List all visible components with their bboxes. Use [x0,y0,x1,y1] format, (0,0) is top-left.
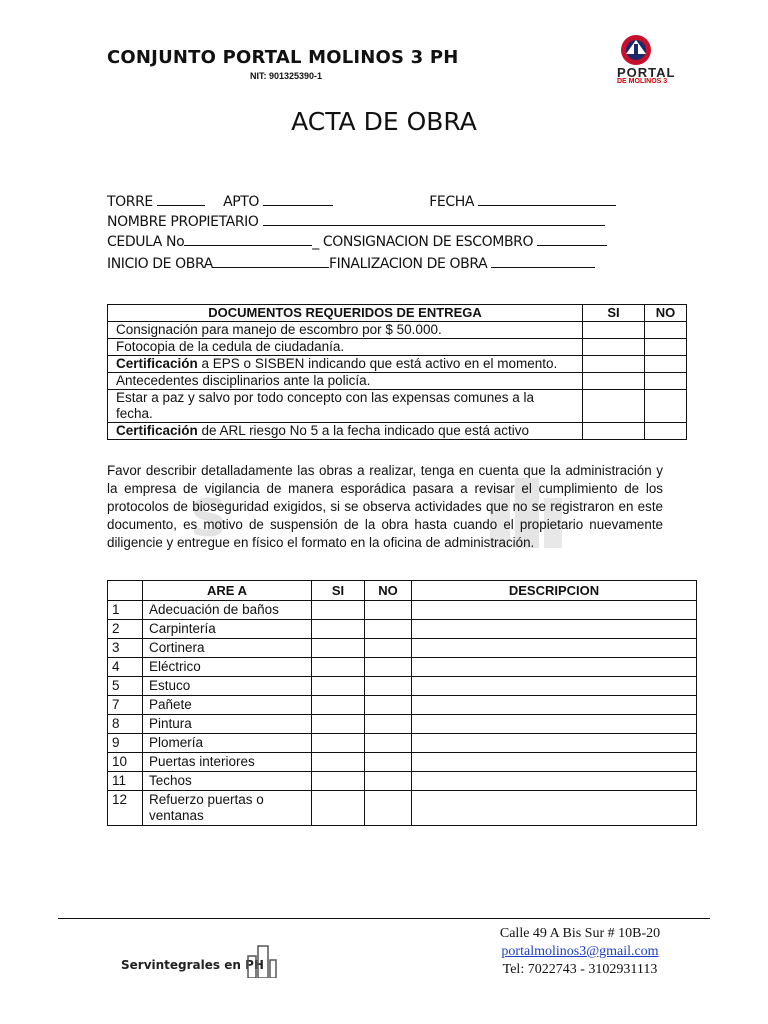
inicio-field[interactable] [213,256,329,268]
area-number: 7 [108,696,143,715]
area-name: Carpintería [143,620,312,639]
logo-wordmark: PORTAL [617,65,676,80]
area-si-cell[interactable] [312,715,365,734]
area-si-cell[interactable] [312,696,365,715]
footer-email-link[interactable]: portalmolinos3@gmail.com [501,944,659,959]
area-number: 2 [108,620,143,639]
area-number: 11 [108,772,143,791]
inicio-label: INICIO DE OBRA [107,256,213,272]
area-row [108,753,697,772]
form-line-cedula [107,234,607,250]
document-row [108,390,687,423]
area-row [108,772,697,791]
areas-header-no: NO [365,581,412,601]
area-row [108,696,697,715]
area-no-cell[interactable] [365,772,412,791]
area-number: 5 [108,677,143,696]
area-name: Pintura [143,715,312,734]
footer-phone: Tel: 7022743 - 3102931113 [502,962,658,977]
footer-address: Calle 49 A Bis Sur # 10B-20 [499,926,661,941]
area-descripcion-cell[interactable] [412,658,697,677]
area-name: Pañete [143,696,312,715]
area-name: Estuco [143,677,312,696]
torre-field[interactable] [157,194,205,206]
area-descripcion-cell[interactable] [412,696,697,715]
buildings-icon [246,944,278,978]
area-no-cell[interactable] [365,658,412,677]
area-number: 9 [108,734,143,753]
area-no-cell[interactable] [365,791,412,826]
propietario-field[interactable] [263,214,605,226]
document-requirement [108,423,583,440]
docs-header-title: DOCUMENTOS REQUERIDOS DE ENTREGA [108,305,583,322]
area-name: Puertas interiores [143,753,312,772]
svg-text:S: S [190,489,228,549]
document-row [108,339,687,356]
document-requirement-text: de ARL riesgo No 5 a la fecha indicado que está activo [197,423,529,438]
document-si-checkbox[interactable] [583,356,645,373]
document-requirement-text: Antecedentes disciplinarios ante la policía. [116,373,371,388]
area-name: Techos [143,772,312,791]
area-si-cell[interactable] [312,772,365,791]
document-requirement-text: Fotocopia de la cedula de ciudadanía. [116,339,345,354]
area-name: Plomería [143,734,312,753]
fecha-field[interactable] [478,194,616,206]
document-requirement [108,356,583,373]
document-title: ACTA DE OBRA [291,107,477,136]
area-number: 12 [108,791,143,826]
document-si-checkbox[interactable] [583,390,645,423]
organization-name: CONJUNTO PORTAL MOLINOS 3 PH [107,47,459,68]
consignacion-field[interactable] [537,234,607,246]
area-name: Cortinera [143,639,312,658]
area-no-cell[interactable] [365,601,412,620]
area-no-cell[interactable] [365,639,412,658]
apto-field[interactable] [263,194,333,206]
consignacion-label: _ CONSIGNACION DE ESCOMBRO [312,234,534,250]
document-requirement-bold: Certificación [116,356,198,371]
areas-header-area: ARE A [143,581,312,601]
form-line-propietario [107,214,605,230]
cedula-label: CEDULA No [107,234,185,250]
finalizacion-label: FINALIZACION DE OBRA [328,256,488,272]
document-requirement [108,322,583,339]
nit-number: NIT: 901325390-1 [250,71,323,81]
document-no-checkbox[interactable] [645,339,687,356]
document-no-checkbox[interactable] [645,322,687,339]
area-no-cell[interactable] [365,753,412,772]
area-si-cell[interactable] [312,791,365,826]
document-requirement-text: a EPS o SISBEN indicando que está activo en el momento. [197,356,558,371]
area-descripcion-cell[interactable] [412,734,697,753]
document-si-checkbox[interactable] [583,322,645,339]
works-notice-paragraph: Favor describir detalladamente las obras a realizar, tenga en cuenta que la administración y la empresa de vigilancia de manera esporádica pasara a revisar el cumplimiento de los protocolos de bioseguridad exigidos, si se observa actividades que no se registraron en este documento, es motivo de suspensión de la obra hasta cuando el propietario nuevamente diligencie y entregue en físico el formato en la oficina de administración. [107,463,663,550]
area-descripcion-cell[interactable] [412,715,697,734]
area-row [108,791,697,826]
area-row [108,715,697,734]
footer-divider [58,918,710,919]
docs-header-no: NO [645,305,687,322]
area-si-cell[interactable] [312,753,365,772]
area-si-cell[interactable] [312,734,365,753]
document-requirement [108,390,583,423]
area-row [108,677,697,696]
fecha-label: FECHA [429,194,475,210]
areas-header-num [108,581,143,601]
area-number: 1 [108,601,143,620]
apto-label: APTO [223,194,260,210]
area-si-cell[interactable] [312,677,365,696]
areas-header-descripcion: DESCRIPCION [412,581,697,601]
document-si-checkbox[interactable] [583,373,645,390]
area-no-cell[interactable] [365,734,412,753]
document-requirement-text: Estar a paz y salvo por todo concepto con las expensas comunes a la fecha. [116,390,534,421]
area-name: Refuerzo puertas o ventanas [143,791,312,826]
docs-header-si: SI [583,305,645,322]
document-row [108,373,687,390]
area-row [108,620,697,639]
company-name: Servintegrales en PH [121,958,264,972]
area-si-cell[interactable] [312,639,365,658]
area-name: Adecuación de baños [143,601,312,620]
area-descripcion-cell[interactable] [412,677,697,696]
areas-header-si: SI [312,581,365,601]
area-descripcion-cell[interactable] [412,620,697,639]
cedula-field[interactable] [184,234,312,246]
work-areas-table [107,580,697,826]
footer-contact [470,925,690,979]
document-row [108,356,687,373]
area-si-cell[interactable] [312,658,365,677]
area-name: Eléctrico [143,658,312,677]
logo-subtitle: DE MOLINOS 3 [617,78,668,85]
document-si-checkbox[interactable] [583,339,645,356]
document-si-checkbox[interactable] [583,423,645,440]
document-row [108,423,687,440]
area-descripcion-cell[interactable] [412,791,697,826]
area-row [108,734,697,753]
area-number: 4 [108,658,143,677]
form-line-inicio [107,256,595,272]
required-documents-table [107,304,687,440]
document-requirement-text: Consignación para manejo de escombro por $ 50.000. [116,322,442,337]
area-no-cell[interactable] [365,677,412,696]
document-requirement [108,339,583,356]
area-descripcion-cell[interactable] [412,772,697,791]
area-no-cell[interactable] [365,620,412,639]
document-row [108,322,687,339]
area-number: 8 [108,715,143,734]
area-si-cell[interactable] [312,620,365,639]
area-row [108,658,697,677]
torre-label: TORRE [107,194,153,210]
finalizacion-field[interactable] [491,256,595,268]
form-line-torre [107,194,616,210]
area-descripcion-cell[interactable] [412,753,697,772]
document-requirement [108,373,583,390]
area-no-cell[interactable] [365,696,412,715]
propietario-label: NOMBRE PROPIETARIO [107,214,259,230]
document-no-checkbox[interactable] [645,423,687,440]
area-row [108,601,697,620]
area-no-cell[interactable] [365,715,412,734]
area-row [108,639,697,658]
document-no-checkbox[interactable] [645,390,687,423]
area-descripcion-cell[interactable] [412,639,697,658]
document-no-checkbox[interactable] [645,356,687,373]
area-si-cell[interactable] [312,601,365,620]
area-number: 3 [108,639,143,658]
area-descripcion-cell[interactable] [412,601,697,620]
area-number: 10 [108,753,143,772]
document-no-checkbox[interactable] [645,373,687,390]
document-requirement-bold: Certificación [116,423,198,438]
